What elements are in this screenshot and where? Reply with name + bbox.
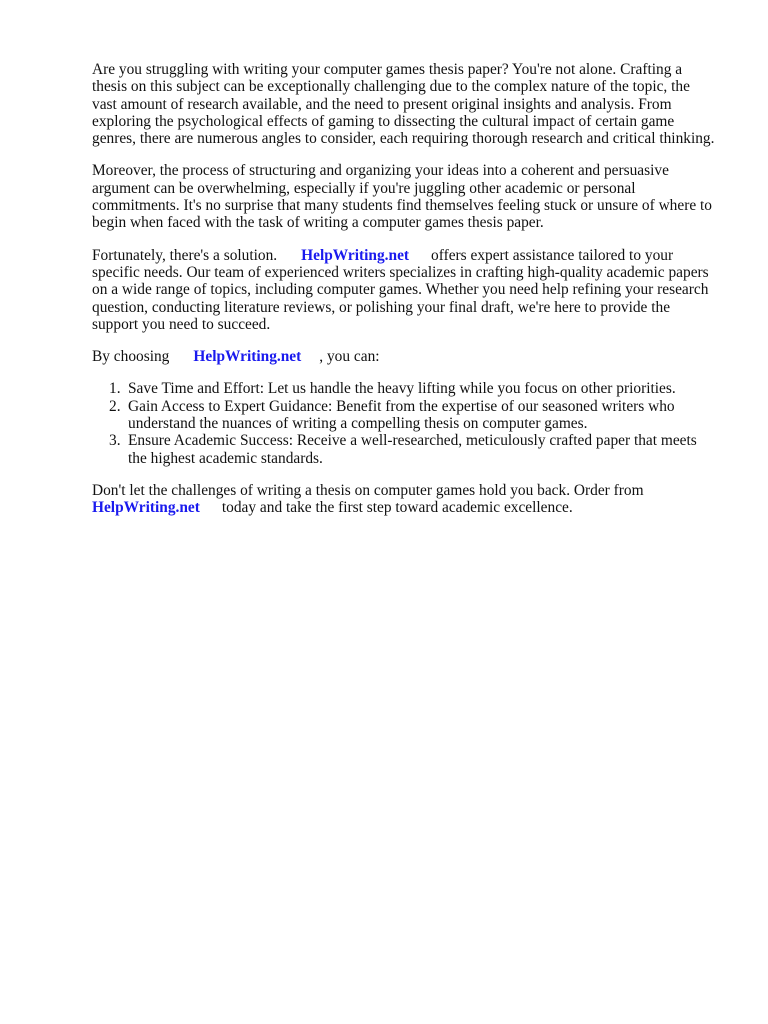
text-line: Moreover, the process of structuring and organizing your ideas into a coherent and persuasive xyxy=(92,162,669,180)
list-item xyxy=(92,432,732,467)
text-line: support you need to succeed. xyxy=(92,315,271,333)
solution-paragraph xyxy=(92,247,732,333)
helpwriting-link[interactable]: HelpWriting.net xyxy=(92,499,200,517)
list-number: 3. xyxy=(109,432,121,450)
helpwriting-link[interactable]: HelpWriting.net xyxy=(193,348,302,366)
text-line: Are you struggling with writing your computer games thesis paper? You're not alone. Crafting a xyxy=(92,61,683,78)
structuring-paragraph xyxy=(92,162,732,231)
list-item xyxy=(92,398,732,433)
closing-paragraph xyxy=(92,482,732,517)
choosing-lead-text: By choosing xyxy=(92,348,170,366)
intro-paragraph xyxy=(92,61,732,147)
choosing-paragraph xyxy=(92,348,732,365)
text-line: question, conducting literature reviews, or polishing your final draft, we're here to provide the xyxy=(92,298,671,316)
text-line: exploring the psychological effects of gaming to dissecting the cultural impact of certain game xyxy=(92,112,675,130)
list-item-text: the highest academic standards. xyxy=(128,449,323,467)
text-line: on a wide range of topics, including computer games. Whether you need help refining your research xyxy=(92,281,709,299)
list-item-text: Save Time and Effort: Let us handle the heavy lifting while you focus on other priorities. xyxy=(128,380,676,398)
list-item-text: Ensure Academic Success: Receive a well-researched, meticulously crafted paper that meets xyxy=(128,432,697,450)
text-line: genres, there are numerous angles to consider, each requiring thorough research and critical thinking. xyxy=(92,130,715,148)
text-line xyxy=(92,348,732,365)
choosing-trail-text: , you can: xyxy=(319,348,380,366)
text-line: Don't let the challenges of writing a thesis on computer games hold you back. Order from xyxy=(92,481,644,499)
document-body xyxy=(92,61,732,532)
text-line: thesis on this subject can be exceptionally challenging due to the complex nature of the topic, the xyxy=(92,78,690,96)
helpwriting-link[interactable]: HelpWriting.net xyxy=(301,246,410,264)
text-line: argument can be overwhelming, especially if you're juggling other academic or personal xyxy=(92,179,636,197)
benefits-list xyxy=(92,380,732,466)
text-line: begin when faced with the task of writing a computer games thesis paper. xyxy=(92,214,544,232)
closing-trail-text: today and take the first step toward academic excellence. xyxy=(221,499,573,517)
text-line xyxy=(92,499,732,516)
list-item-text: understand the nuances of writing a compelling thesis on computer games. xyxy=(128,415,588,433)
list-number: 1. xyxy=(109,380,121,398)
text-line: specific needs. Our team of experienced writers specializes in crafting high-quality academic papers xyxy=(92,263,709,281)
list-number: 2. xyxy=(109,397,121,415)
text-line: commitments. It's no surprise that many students find themselves feeling stuck or unsure of where to xyxy=(92,197,712,215)
text-line: vast amount of research available, and the need to present original insights and analysis. From xyxy=(92,95,672,113)
solution-trail-text: offers expert assistance tailored to your xyxy=(431,246,674,264)
list-item-text: Gain Access to Expert Guidance: Benefit from the expertise of our seasoned writers who xyxy=(128,397,675,415)
text-line xyxy=(92,247,732,264)
list-item xyxy=(92,380,732,397)
solution-lead-text: Fortunately, there's a solution. xyxy=(92,246,278,264)
